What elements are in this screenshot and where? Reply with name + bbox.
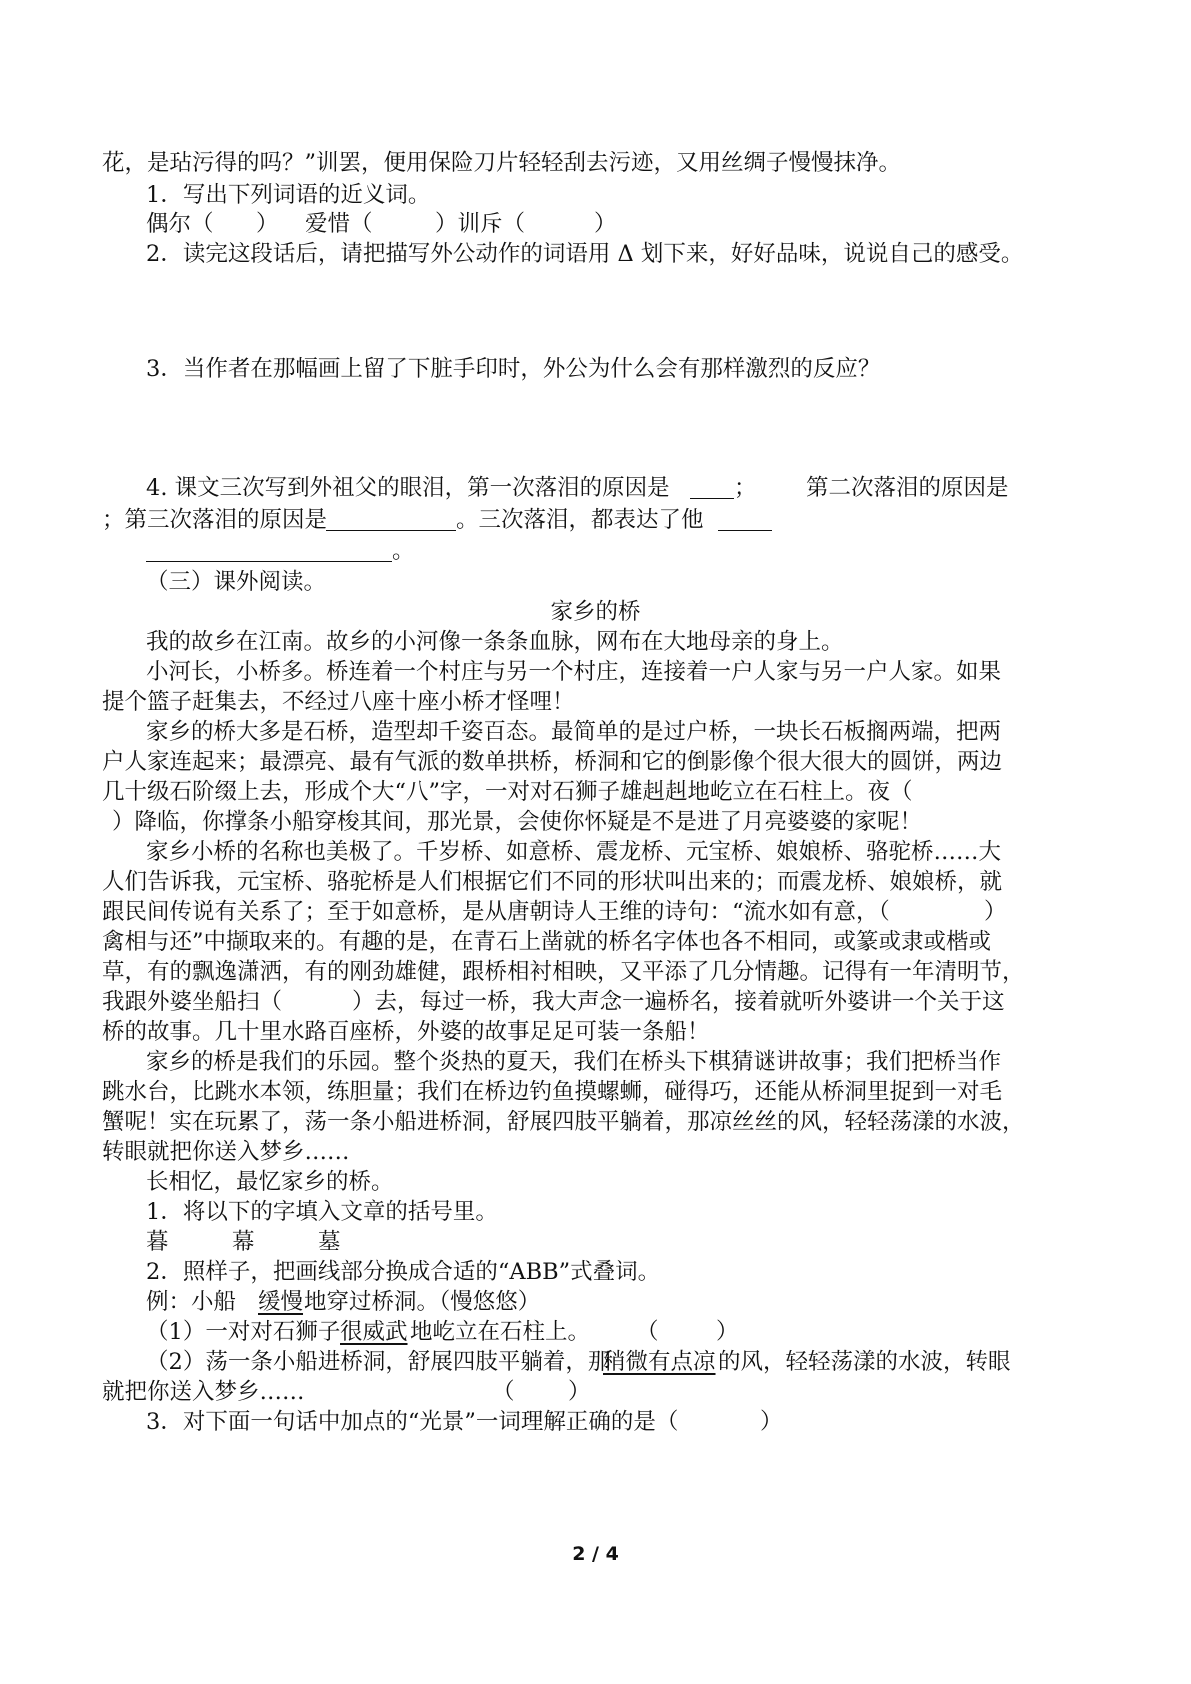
paragraph-line: 跟民间传说有关系了；至于如意桥，是从唐朝诗人王维的诗句：“流水如有意，（ <box>102 899 890 925</box>
page-number: 2 / 4 <box>572 1543 619 1565</box>
answer-blank[interactable] <box>326 508 456 531</box>
paragraph-line: 桥的故事。几十里水路百座桥，外婆的故事足足可装一条船！ <box>102 1019 710 1045</box>
paragraph-line: 转眼就把你送入梦乡…… <box>102 1139 350 1165</box>
document-page: 花，是玷污得的吗？”训罢，便用保险刀片轻轻刮去污迹，又用丝绸子慢慢抹净。 1．写出下列词语的近义词。 偶尔（ ） 爱惜（ ）训斥（ ） 2．读完这段话后，请把描写外公动作的词语用 Δ 划下来，好好品味，说说自己的感受。 3．当作者在那幅画上留了下脏手印时，外公为什么会有那样激烈的反应？ 4. 课文三次写到外祖父的眼泪，第一次落泪的原因是 ； 第二次落泪的原因是 ；第三次落泪的原因是 。三次落泪，都表达了他 。 （三）课外阅读。 家乡的桥 我的故乡在江南。故乡的小河像一条条血脉，网布在大地母亲的身上。 小河长，小桥多。桥连着一个村庄与另一个村庄，连接着一户人家与另一户人家。如果 提个篮子赶集去，不经过八座十座小桥才怪哩！ 家乡的桥大多是石桥，造型却千姿百态。最简单的是过户桥，一块长石板搁两端，把两 户人家连起来；最漂亮、最有气派的数单拱桥，桥洞和它的倒影像个很大很大的圆饼，两边 几十级石阶缀上去，形成个大“八”字，一对对石狮子雄赳赳地屹立在石柱上。夜（ ）降临，你撑条小船穿梭其间，那光景，会使你怀疑是不是进了月亮婆婆的家呢！ 家乡小桥的名称也美极了。千岁桥、如意桥、震龙桥、元宝桥、娘娘桥、骆驼桥……大 人们告诉我，元宝桥、骆驼桥是人们根据它们不同的形状叫出来的；而震龙桥、娘娘桥，就 跟民间传说有关系了；至于如意桥，是从唐朝诗人王维的诗句：“流水如有意，（ ） 禽相与还”中撷取来的。有趣的是，在青石上凿就的桥名字体也各不相同，或篆或隶或楷或 草，有的飘逸潇洒，有的刚劲雄健，跟桥相衬相映，又平添了几分情趣。记得有一年清明节， 我跟外婆坐船扫（ ）去，每过一桥，我大声念一遍桥名，接着就听外婆讲一个关于这 桥的故事。几十里水路百座桥，外婆的故事足足可装一条船！ 家乡的桥是我们的乐园。整个炎热的夏天，我们在桥头下棋猜谜讲故事；我们把桥当作 跳水台，比跳水本领，练胆量；我们在桥边钓鱼摸螺蛳，碰得巧，还能从桥洞里捉到一对毛 蟹呢！实在玩累了，荡一条小船进桥洞，舒展四肢平躺着，那凉丝丝的风，轻轻荡漾的水波， 转眼就把你送入梦乡…… 长相忆，最忆家乡的桥。 1．将以下的字填入文章的括号里。 暮 幕 墓 2．照样子，把画线部分换成合适的“ABB”式叠词。 例：小船 缓慢 地穿过桥洞。（慢悠悠） （1）一对对石狮子 很威武 地屹立在石柱上。 （ ） （2）荡一条小船进桥洞，舒展四肢平躺着，那 稍微有点凉 的风，轻轻荡漾的水波，转眼 就把你送入梦乡…… （ ） 3．对下面一句话中加点的“光景”一词理解正确的是（ ） 2 / 4 <box>0 0 1191 1684</box>
paragraph-line: 草，有的飘逸潇洒，有的刚劲雄健，跟桥相衬相映，又平添了几分情趣。记得有一年清明节， <box>102 959 1025 985</box>
section-heading: （三）课外阅读。 <box>146 569 327 595</box>
paragraph-line: 我的故乡在江南。故乡的小河像一条条血脉，网布在大地母亲的身上。 <box>146 629 844 655</box>
answer-blank[interactable] <box>690 476 734 499</box>
paragraph-line: 禽相与还”中撷取来的。有趣的是，在青石上凿就的桥名字体也各不相同，或篆或隶或楷或 <box>102 929 992 955</box>
paragraph-line: 家乡的桥是我们的乐园。整个炎热的夏天，我们在桥头下棋猜谜讲故事；我们把桥当作 <box>146 1049 1002 1075</box>
paragraph-line: 家乡小桥的名称也美极了。千岁桥、如意桥、震龙桥、元宝桥、娘娘桥、骆驼桥……大 <box>146 839 1002 865</box>
reading-title: 家乡的桥 <box>550 599 641 625</box>
paragraph-line: 几十级石阶缀上去，形成个大“八”字，一对对石狮子雄赳赳地屹立在石柱上。夜（ <box>102 779 913 805</box>
paragraph-line: 人们告诉我，元宝桥、骆驼桥是人们根据它们不同的形状叫出来的；而震龙桥、娘娘桥，就 <box>102 869 1003 895</box>
carryover-text: 花，是玷污得的吗？”训罢，便用保险刀片轻轻刮去污迹，又用丝绸子慢慢抹净。 <box>102 150 902 176</box>
paragraph-line: 家乡的桥大多是石桥，造型却千姿百态。最简单的是过户桥，一块长石板搁两端，把两 <box>146 719 1002 745</box>
paragraph-line: 我跟外婆坐船扫（ <box>102 989 283 1015</box>
exercise-1: 1．将以下的字填入文章的括号里。 <box>146 1199 498 1225</box>
question-3: 3．当作者在那幅画上留了下脏手印时，外公为什么会有那样激烈的反应？ <box>146 356 881 382</box>
paragraph-line: ）降临，你撑条小船穿梭其间，那光景，会使你怀疑是不是进了月亮婆婆的家呢！ <box>112 809 923 835</box>
q1-label: 1．写出下列词语的近义词。 <box>146 182 431 208</box>
answer-blank[interactable] <box>146 539 392 562</box>
paragraph-line: 提个篮子赶集去，不经过八座十座小桥才怪哩！ <box>102 689 575 715</box>
paragraph-line: 长相忆，最忆家乡的桥。 <box>146 1169 394 1195</box>
answer-blank[interactable] <box>718 508 772 531</box>
exercise-2: 2．照样子，把画线部分换成合适的“ABB”式叠词。 <box>146 1259 661 1285</box>
paragraph-line: 跳水台，比跳水本领，练胆量；我们在桥边钓鱼摸螺蛳，碰得巧，还能从桥洞里捉到一对毛 <box>102 1079 1003 1105</box>
question-2: 2．读完这段话后，请把描写外公动作的词语用 Δ 划下来，好好品味，说说自己的感受。 <box>146 241 1024 267</box>
paragraph-line: 小河长，小桥多。桥连着一个村庄与另一个村庄，连接着一户人家与另一户人家。如果 <box>146 659 1002 685</box>
paragraph-line: 户人家连起来；最漂亮、最有气派的数单拱桥，桥洞和它的倒影像个很大很大的圆饼，两边 <box>102 749 1003 775</box>
paragraph-line: 蟹呢！实在玩累了，荡一条小船进桥洞，舒展四肢平躺着，那凉丝丝的风，轻轻荡漾的水波， <box>102 1109 1025 1135</box>
